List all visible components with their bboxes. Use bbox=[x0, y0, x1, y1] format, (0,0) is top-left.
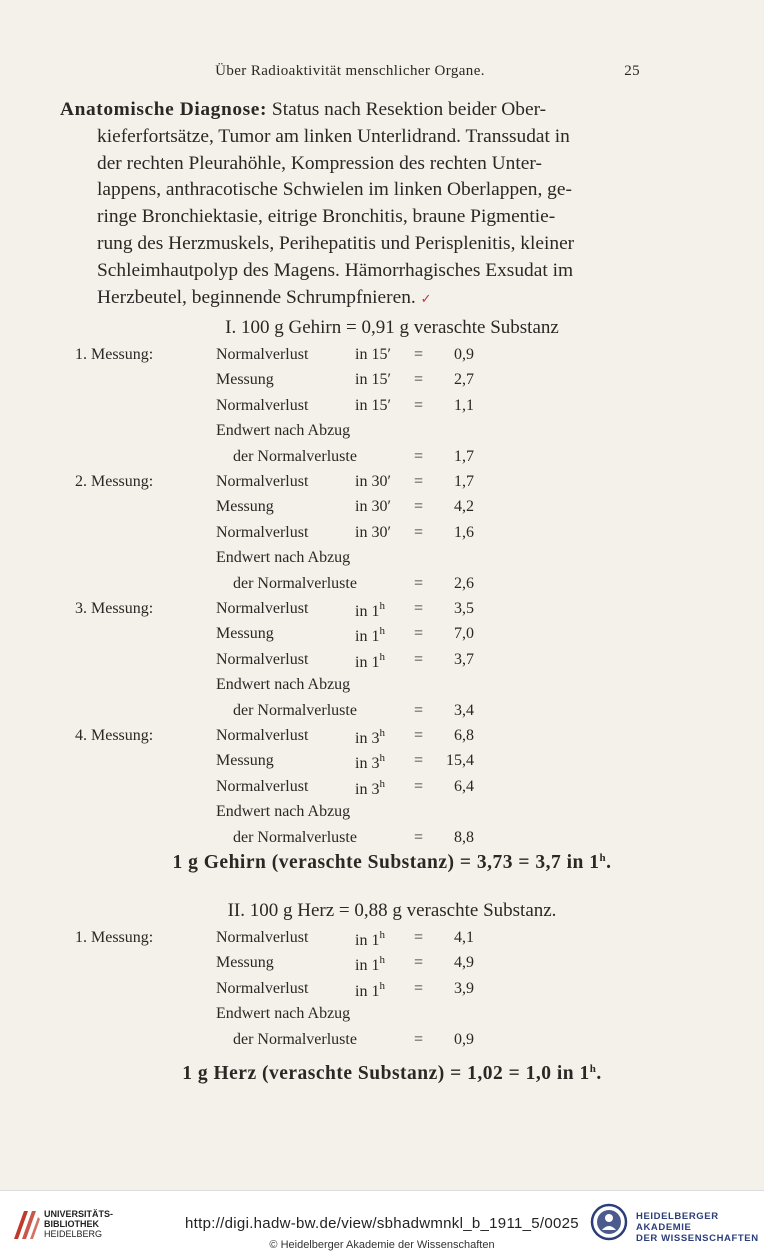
equals-sign: = bbox=[414, 447, 424, 465]
hour-superscript: h bbox=[379, 979, 385, 992]
measurement-row bbox=[0, 524, 764, 549]
measurement-row bbox=[0, 778, 764, 803]
endwert-label-continued: der Normalverluste bbox=[233, 574, 357, 592]
row-interval bbox=[355, 752, 385, 773]
row-value: 2,7 bbox=[454, 371, 474, 389]
row-description: Messung bbox=[216, 498, 274, 516]
endwert-value: 8,8 bbox=[454, 828, 474, 846]
row-interval bbox=[355, 473, 391, 491]
equals-sign: = bbox=[414, 727, 424, 744]
row-description: Normalverlust bbox=[216, 346, 309, 363]
university-library-name: UNIVERSITÄTS- BIBLIOTHEK HEIDELBERG bbox=[44, 1209, 114, 1239]
row-value: 6,8 bbox=[454, 727, 474, 744]
measurement-row bbox=[0, 371, 764, 396]
endwert-result-row bbox=[0, 702, 764, 727]
measurement-row bbox=[0, 498, 764, 523]
equals-sign: = bbox=[414, 371, 424, 389]
running-header bbox=[60, 63, 640, 87]
row-interval bbox=[355, 651, 385, 672]
measurement-row bbox=[0, 651, 764, 676]
measurement-row bbox=[0, 980, 764, 1005]
diagnosis-line-2: kieferfortsätze, Tumor am linken Unterlidrand. Transsudat in bbox=[97, 125, 570, 147]
row-value: 3,9 bbox=[454, 979, 474, 997]
row-value: 15,4 bbox=[446, 752, 474, 770]
row-interval bbox=[355, 524, 391, 542]
row-description: Messung bbox=[216, 625, 274, 643]
section-summary bbox=[0, 1063, 764, 1085]
row-description: Normalverlust bbox=[216, 396, 309, 414]
endwert-result-row bbox=[0, 829, 764, 854]
equals-sign: = bbox=[414, 1030, 424, 1048]
measurement-row bbox=[0, 346, 764, 371]
row-interval bbox=[355, 954, 385, 975]
endwert-result-row bbox=[0, 1031, 764, 1056]
source-url[interactable]: http://digi.hadw-bw.de/view/sbhadwmnkl_b_1911_5/0025 bbox=[185, 1215, 579, 1232]
row-description: Messung bbox=[216, 371, 274, 389]
measurement-row bbox=[0, 625, 764, 650]
interval-value: in 3 bbox=[355, 755, 380, 773]
endwert-value: 1,7 bbox=[454, 447, 474, 465]
row-value: 4,2 bbox=[454, 498, 474, 516]
equals-sign: = bbox=[414, 346, 424, 363]
row-value: 4,1 bbox=[454, 929, 474, 946]
row-value: 3,5 bbox=[454, 600, 474, 617]
endwert-value: 0,9 bbox=[454, 1030, 474, 1048]
hour-superscript: h bbox=[379, 727, 385, 739]
equals-sign: = bbox=[414, 574, 424, 592]
interval-value: in 1 bbox=[355, 982, 380, 1000]
measurement-row bbox=[0, 929, 764, 954]
measurement-row bbox=[0, 727, 764, 752]
section-title: II. 100 g Herz = 0,88 g veraschte Substanz. bbox=[227, 900, 557, 921]
measurement-row bbox=[0, 397, 764, 422]
measurement-label: 1. Messung: bbox=[75, 929, 154, 946]
endwert-label-continued: der Normalverluste bbox=[233, 447, 357, 465]
diagnosis-line-5: ringe Bronchiektasie, eitrige Bronchitis, braune Pigmentie- bbox=[97, 206, 556, 228]
row-description: Messung bbox=[216, 954, 274, 972]
row-interval bbox=[355, 929, 385, 950]
hour-superscript: h bbox=[379, 777, 385, 790]
hour-superscript: h bbox=[379, 929, 385, 941]
interval-value: in 1 bbox=[355, 932, 380, 949]
academy-seal-icon bbox=[590, 1203, 628, 1241]
diagnosis-line-1: Anatomische Diagnose: Status nach Resektion beider Ober- bbox=[60, 99, 547, 120]
hour-superscript: h bbox=[379, 954, 385, 967]
equals-sign: = bbox=[414, 473, 424, 490]
diagnosis-line-3: der rechten Pleurahöhle, Kompression des rechten Unter- bbox=[97, 152, 542, 174]
row-interval bbox=[355, 371, 391, 389]
summary-text: 1 g Herz (veraschte Substanz) = 1,02 = 1,0 in 1 bbox=[182, 1063, 590, 1084]
row-description: Normalverlust bbox=[216, 600, 309, 617]
diagnosis-line-7: Schleimhautpolyp des Magens. Hämorrhagisches Exsudat im bbox=[97, 259, 574, 281]
row-interval bbox=[355, 498, 391, 516]
row-interval bbox=[355, 727, 385, 748]
row-value: 7,0 bbox=[454, 625, 474, 643]
equals-sign: = bbox=[414, 828, 424, 846]
equals-sign: = bbox=[414, 701, 424, 719]
measurement-label: 1. Messung: bbox=[75, 346, 154, 363]
endwert-label: Endwert nach Abzug bbox=[216, 803, 351, 821]
interval-value: in 3 bbox=[355, 730, 380, 747]
row-description: Messung bbox=[216, 752, 274, 770]
row-interval bbox=[355, 600, 385, 621]
row-value: 4,9 bbox=[454, 954, 474, 972]
interval-value: in 30′ bbox=[355, 523, 391, 541]
row-value: 6,4 bbox=[454, 777, 474, 795]
hour-superscript: h bbox=[379, 625, 385, 638]
hour-superscript: h bbox=[379, 600, 385, 612]
row-description: Normalverlust bbox=[216, 777, 309, 795]
row-value: 1,1 bbox=[454, 396, 474, 414]
equals-sign: = bbox=[414, 498, 424, 516]
row-description: Normalverlust bbox=[216, 929, 309, 946]
equals-sign: = bbox=[414, 600, 424, 617]
row-interval bbox=[355, 625, 385, 646]
row-interval bbox=[355, 346, 391, 364]
equals-sign: = bbox=[414, 396, 424, 414]
equals-sign: = bbox=[414, 523, 424, 541]
endwert-row bbox=[0, 422, 764, 447]
equals-sign: = bbox=[414, 954, 424, 972]
interval-value: in 1 bbox=[355, 628, 380, 646]
hour-superscript: h bbox=[599, 852, 607, 864]
header-title: Über Radioaktivität menschlicher Organe. bbox=[215, 63, 485, 79]
endwert-label: Endwert nach Abzug bbox=[216, 1005, 351, 1023]
diagnosis-line-8: Herzbeutel, beginnende Schrumpfnieren. ✓ bbox=[97, 286, 432, 308]
row-value: 1,6 bbox=[454, 523, 474, 541]
interval-value: in 15′ bbox=[355, 346, 391, 363]
row-interval bbox=[355, 778, 385, 799]
row-interval bbox=[355, 980, 385, 1001]
measurement-label: 4. Messung: bbox=[75, 727, 154, 744]
row-value: 3,7 bbox=[454, 650, 474, 668]
row-description: Normalverlust bbox=[216, 979, 309, 997]
diagnosis-line-6: rung des Herzmuskels, Perihepatitis und Perisplenitis, kleiner bbox=[97, 232, 575, 254]
diagnosis-line-4: lappens, anthracotische Schwielen im linken Oberlappen, ge- bbox=[97, 179, 572, 201]
endwert-row bbox=[0, 676, 764, 701]
interval-value: in 1 bbox=[355, 957, 380, 975]
measurement-row bbox=[0, 954, 764, 979]
interval-value: in 3 bbox=[355, 780, 380, 798]
footer-bar bbox=[0, 1190, 764, 1260]
endwert-label: Endwert nach Abzug bbox=[216, 422, 351, 440]
endwert-label-continued: der Normalverluste bbox=[233, 1030, 357, 1048]
equals-sign: = bbox=[414, 625, 424, 643]
endwert-value: 3,4 bbox=[454, 701, 474, 719]
section-title: I. 100 g Gehirn = 0,91 g veraschte Substanz bbox=[225, 317, 559, 338]
row-value: 0,9 bbox=[454, 346, 474, 363]
diagnosis-label: Anatomische Diagnose: bbox=[60, 99, 268, 120]
equals-sign: = bbox=[414, 777, 424, 795]
interval-value: in 1 bbox=[355, 603, 380, 620]
row-description: Normalverlust bbox=[216, 473, 309, 490]
interval-value: in 1 bbox=[355, 653, 380, 671]
endwert-row bbox=[0, 1005, 764, 1030]
row-description: Normalverlust bbox=[216, 523, 309, 541]
endwert-row bbox=[0, 549, 764, 574]
margin-mark: ✓ bbox=[420, 290, 432, 306]
interval-value: in 15′ bbox=[355, 396, 391, 414]
row-value: 1,7 bbox=[454, 473, 474, 490]
measurement-label: 2. Messung: bbox=[75, 473, 154, 490]
endwert-label-continued: der Normalverluste bbox=[233, 701, 357, 719]
hour-superscript: h bbox=[589, 1063, 597, 1075]
summary-end: . bbox=[606, 852, 612, 873]
summary-end: . bbox=[596, 1063, 602, 1084]
endwert-label-continued: der Normalverluste bbox=[233, 828, 357, 846]
interval-value: in 30′ bbox=[355, 473, 391, 490]
endwert-result-row bbox=[0, 575, 764, 600]
diagnosis-paragraph bbox=[60, 97, 640, 312]
academy-name: HEIDELBERGER AKADEMIE DER WISSENSCHAFTEN bbox=[636, 1211, 759, 1244]
page-number: 25 bbox=[624, 63, 640, 79]
equals-sign: = bbox=[414, 650, 424, 668]
equals-sign: = bbox=[414, 979, 424, 997]
row-interval bbox=[355, 397, 391, 415]
endwert-row bbox=[0, 803, 764, 828]
equals-sign: = bbox=[414, 752, 424, 770]
equals-sign: = bbox=[414, 929, 424, 946]
hour-superscript: h bbox=[379, 752, 385, 765]
row-description: Normalverlust bbox=[216, 727, 309, 744]
endwert-result-row bbox=[0, 448, 764, 473]
measurement-row bbox=[0, 752, 764, 777]
endwert-label: Endwert nach Abzug bbox=[216, 676, 351, 694]
row-description: Normalverlust bbox=[216, 650, 309, 668]
endwert-label: Endwert nach Abzug bbox=[216, 549, 351, 567]
measurement-row bbox=[0, 473, 764, 498]
endwert-value: 2,6 bbox=[454, 574, 474, 592]
interval-value: in 15′ bbox=[355, 371, 391, 389]
summary-text: 1 g Gehirn (veraschte Substanz) = 3,73 = 3,7 in 1 bbox=[172, 852, 600, 873]
copyright-notice: © Heidelberger Akademie der Wissenschaften bbox=[269, 1239, 495, 1251]
measurement-label: 3. Messung: bbox=[75, 600, 154, 617]
interval-value: in 30′ bbox=[355, 498, 391, 516]
hour-superscript: h bbox=[379, 650, 385, 663]
measurement-row bbox=[0, 600, 764, 625]
section-summary bbox=[0, 852, 764, 874]
